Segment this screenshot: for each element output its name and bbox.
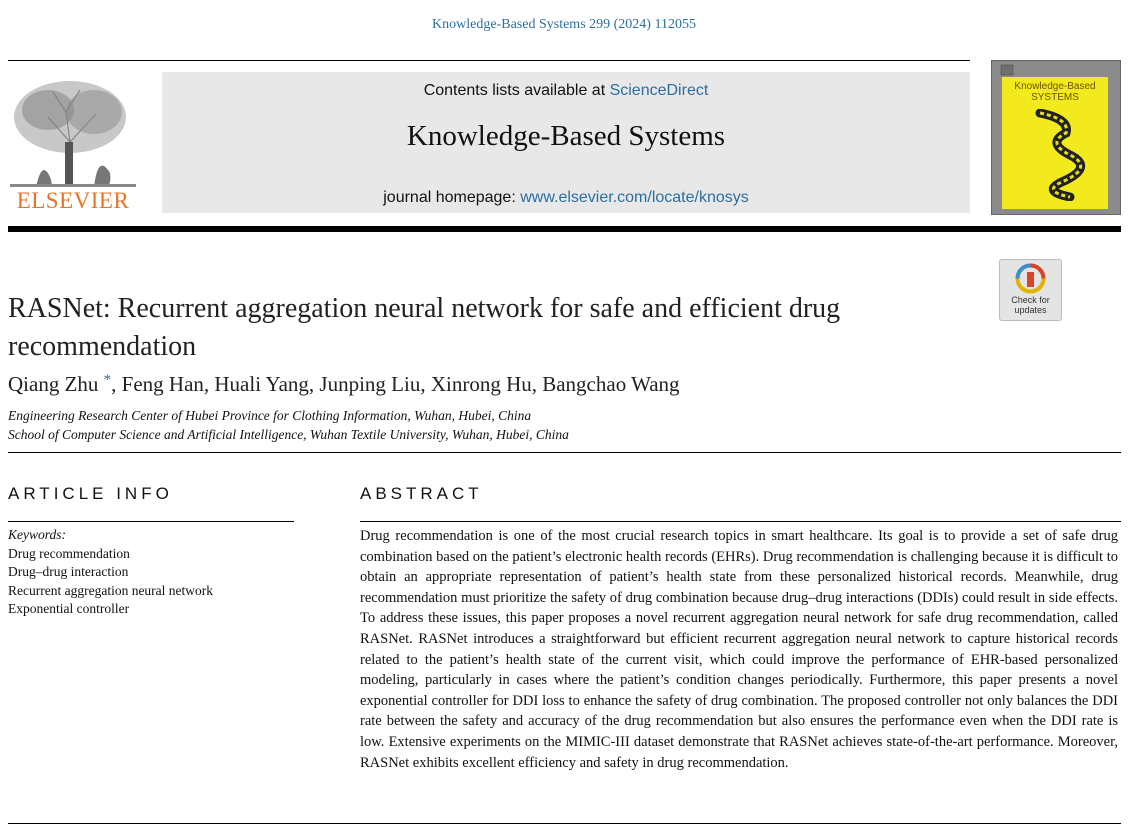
keywords-list	[8, 526, 308, 619]
abstract-heading: ABSTRACT	[360, 484, 483, 503]
footer-divider	[8, 823, 1121, 824]
journal-banner	[162, 72, 970, 213]
cover-artwork	[1002, 77, 1108, 209]
corresponding-author-mark[interactable]: *	[103, 372, 112, 388]
cover-title	[1002, 81, 1108, 103]
affiliation: School of Computer Science and Artificial Intelligence, Wuhan Textile University, Wuhan, Hubei, China	[8, 427, 569, 442]
article-info-heading: ARTICLE INFO	[8, 484, 173, 503]
publisher-wordmark[interactable]: ELSEVIER	[16, 188, 130, 213]
journal-cover[interactable]	[991, 60, 1121, 215]
first-author-link[interactable]: Qiang Zhu	[8, 372, 99, 396]
crossmark-label-line2: updates	[1014, 305, 1047, 315]
crossmark-label	[1000, 295, 1061, 315]
author-list	[8, 372, 1008, 397]
cover-publisher-icon	[1000, 64, 1014, 76]
sciencedirect-link[interactable]: ScienceDirect	[609, 82, 709, 99]
paper-title: RASNet: Recurrent aggregation neural network for safe and efficient drug recommendation	[8, 293, 841, 362]
header-thick-divider	[8, 226, 1121, 232]
crossmark-label-line1: Check for	[1011, 295, 1050, 305]
keywords-label: Keywords:	[8, 527, 66, 542]
keyword-item: Drug–drug interaction	[8, 564, 129, 580]
cover-title-line2: SYSTEMS	[1031, 92, 1079, 103]
crossmark-icon	[1015, 263, 1046, 294]
affiliation: Engineering Research Center of Hubei Province for Clothing Information, Wuhan, Hubei, China	[8, 408, 532, 423]
cover-title-line1: Knowledge-Based	[1014, 81, 1096, 92]
journal-title: Knowledge-Based Systems	[406, 120, 726, 152]
journal-citation[interactable]: Knowledge-Based Systems 299 (2024) 112055	[432, 17, 696, 32]
section-divider	[8, 452, 1121, 453]
homepage-prefix: journal homepage:	[383, 189, 521, 206]
abstract-divider	[360, 521, 1121, 522]
other-authors: , Feng Han, Huali Yang, Junping Liu, Xinrong Hu, Bangchao Wang	[111, 372, 680, 396]
homepage-link[interactable]: www.elsevier.com/locate/knosys	[520, 189, 749, 206]
keyword-item: Exponential controller	[8, 601, 130, 617]
cover-sculpture-image	[1020, 109, 1090, 201]
keywords-divider	[8, 521, 294, 522]
contents-prefix: Contents lists available at	[423, 82, 610, 99]
check-for-updates-badge[interactable]	[999, 259, 1062, 321]
abstract-text: Drug recommendation is one of the most crucial research topics in smart healthcare. Its goal is to provide a set of safe drug combination based on the patient’s electronic health records (EHRs). Drug recommendation is challenging because it is difficult to obtain an appropriate representation of patient’s health state from these personalized historical records. Meanwhile, drug recommendation must prioritize the safety of drug combination because drug–drug interactions (DDIs) could result in side effects. To address these issues, this paper proposes a novel recurrent aggregation neural network for safe drug recommendation, called RASNet. RASNet introduces a straightforward but efficient recurrent aggregation neural network to capture historical records related to the patient’s health state of the current visit, which could improve the performance of EHR-based personalized modeling, particularly in cases where the patient’s condition changes periodically. Furthermore, this paper presents a novel exponential controller for DDI loss to enhance the safety of drug combination. The proposed controller not only balances the DDI rate between the safety and accuracy of the drug recommendation but also ensures the performance even when the DDI rate is low. Extensive experiments on the MIMIC-III dataset demonstrate that RASNet achieves state-of-the-art performance. Moreover, RASNet exhibits excellent efficiency and safety in drug recommendation.	[360, 528, 1118, 771]
homepage-line	[162, 189, 970, 207]
keyword-item: Recurrent aggregation neural network	[8, 582, 214, 598]
keyword-item: Drug recommendation	[8, 545, 130, 561]
header-divider	[8, 60, 970, 61]
contents-line	[162, 82, 970, 100]
